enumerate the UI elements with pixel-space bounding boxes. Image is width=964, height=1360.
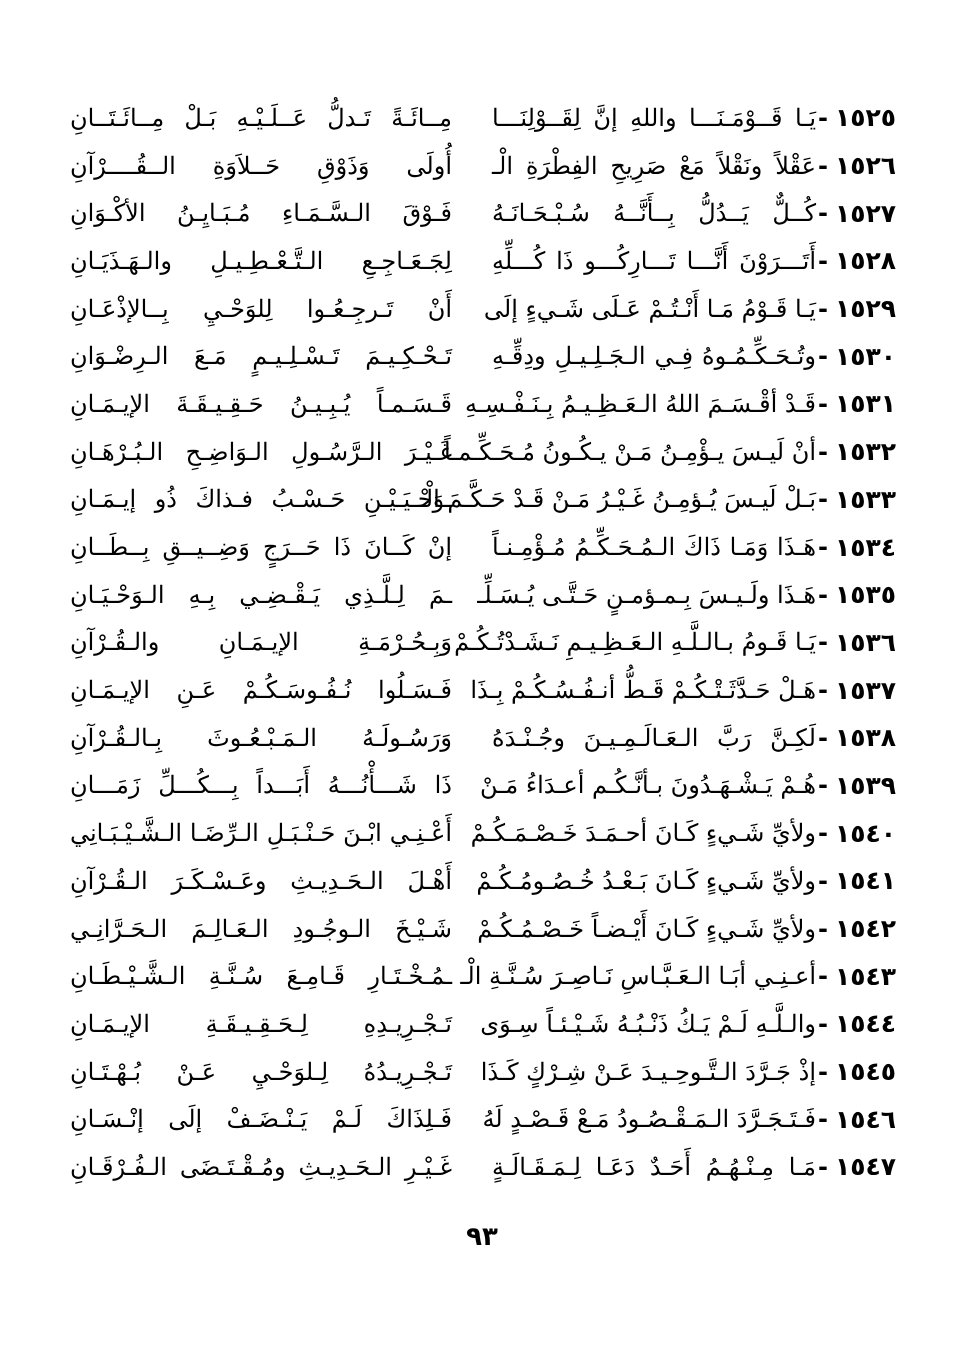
verse-number: ١٥٢٦ [834, 151, 896, 181]
first-hemistich: هُـمْ يَـشْـهَـدُونَ بـأنَّـكُـم أعـدَاءُ مَـنْ [480, 771, 816, 800]
second-hemistich: ـمَ لِـلَّـذِي يَـقْـضِـي بِـهِ الـوَحْـيَـانِ [70, 580, 452, 609]
first-hemistich: عَقْلاً ونَقْلاً مَعْ صَرِيحِ الفِطْرَةِ الْـ [492, 151, 816, 180]
second-hemistich: تَـجْـرِيـدِهِ لِـحَـقِـيـقَـةِ الإيـمَـانِ [70, 1009, 452, 1038]
second-hemistich: فَـسَـلُوا نُـفُـوسَـكُـمْ عَـنِ الإيـمَـانِ [70, 676, 452, 705]
verse-dash: - [818, 819, 828, 848]
verse-dash: - [818, 1152, 828, 1181]
verse-number: ١٥٣٨ [834, 723, 896, 753]
first-hemistich: مَـا مِـنْـهُـمُ أَحَـدٌ دَعَـا لِـمَـقَـالَـةٍ [492, 1152, 816, 1181]
verse-number: ١٥٤٦ [834, 1104, 896, 1134]
verse-number: ١٥٤٥ [834, 1057, 896, 1087]
first-hemistich: ولأيِّ شَـيءٍ كَـانَ أَيْـضـاً خَـصْـمُـكُـمْ [477, 914, 816, 943]
first-hemistich: لَكِـنَّ رَبَّ الـعَـالَـمِـيـنَ وجُـنْـدَهُ [492, 723, 816, 752]
first-hemistich: يَـا قَـوْمُ مَـا أَنْـتُـمْ عَـلَى شَـيءٍ إلَى [483, 294, 816, 323]
verse-number: ١٥٢٧ [834, 198, 896, 228]
verse-line [70, 1048, 896, 1096]
second-hemistich: أَعْـنِـي ابْـنَ حَـنْـبَـلِ الـرِّضَـا الـشَّـيْـبَـانِي [70, 819, 452, 848]
first-hemistich: أَتَـــرَوْنَ أَنَّـــا تَـــارِكُـــو ذَا كُـــلِّهِ [492, 246, 816, 275]
second-hemistich: فَـلِذَاكَ لَـمْ يَـنْـضَـفْ إلَى إنْـسَـانِ [70, 1105, 452, 1134]
verse-number: ١٥٣٠ [834, 341, 896, 371]
verse-dash: - [818, 962, 828, 991]
verse-line [70, 428, 896, 476]
verse-dash: - [818, 151, 828, 180]
verse-number: ١٥٤٠ [834, 818, 896, 848]
first-hemistich: والـلَّـهِ لَـمْ يَـكُ ذَنْـبُـهُ شَـيْـئـاً سِـوَى [480, 1009, 816, 1038]
verse-number: ١٥٣٧ [834, 675, 896, 705]
verse-dash: - [818, 1057, 828, 1086]
verse-dash: - [818, 1105, 828, 1134]
verse-line [70, 905, 896, 953]
first-hemistich: إذْ جَـرَّدَ الـتَّـوحِـيـدَ عَـنْ شِـرْكٍ كَـذَا [480, 1057, 816, 1086]
first-hemistich: فَـتَـجَـرَّدَ الـمَـقْـصُـودُ مَـعْ قَـصْـدٍ لَهُ [482, 1105, 816, 1134]
verse-dash: - [818, 389, 828, 418]
verse-line [70, 476, 896, 524]
second-hemistich: تَـجْـرِيـدُهُ لِـلوَحْـيِ عَـنْ بُـهْـتَـانِ [70, 1057, 452, 1086]
verse-line [70, 1143, 896, 1191]
verse-line [70, 285, 896, 333]
second-hemistich: قَـسَـمـاً يُـبِـيـنُ حَـقِـيـقَـةَ الإيـمَـانِ [70, 389, 452, 418]
second-hemistich: ـوَحْـيَـيْـنِ حَـسْـبُ فـذاكَ ذُو إيـمَـانِ [70, 485, 452, 514]
verse-line [70, 762, 896, 810]
first-hemistich: ولأيِّ شَـيءٍ كَـانَ بَـعْـدُ خُـصُـومُـكُـمْ [476, 866, 816, 895]
verse-dash: - [818, 485, 828, 514]
second-hemistich: فَـوْقَ الـسَّـمَـاءِ مُـبَـايِـنُ الأكْـوَانِ [70, 199, 452, 228]
second-hemistich: مِــائَـةً تَـدلُّ عَــلَـيْـهِ بَـلْ مِــائَـتَــانِ [70, 103, 452, 132]
verse-line [70, 332, 896, 380]
second-hemistich: غَـيْـرَ الـرَّسُـولِ الـوَاضِـحِ الـبُـرْهَـانِ [70, 437, 452, 466]
verse-line [70, 189, 896, 237]
verse-number: ١٥٣٤ [834, 532, 896, 562]
verse-number: ١٥٢٨ [834, 246, 896, 276]
verse-line [70, 857, 896, 905]
verse-dash: - [818, 342, 828, 371]
second-hemistich: شَـيْـخَ الـوجُـودِ الـعَـالِـمَ الـحَـرَّانِـي [70, 914, 452, 943]
poem-verses [70, 94, 896, 1191]
first-hemistich: بَـلْ لَيـسَ يُـؤمِـنُ غَـيْـرُ مَـنْ قَـدْ حَـكَّـمَ الْـ [418, 485, 816, 514]
verse-line [70, 523, 896, 571]
first-hemistich: يَـا قَــوْمَـنَـــا واللهِ إنَّ لِقَــوْلِنَـــا [492, 103, 816, 132]
second-hemistich: إنْ كَــانَ ذَا حَــرَجٍ وَضِــيــقِ بِــطَــانِ [70, 533, 452, 562]
second-hemistich: لِجَـعَـاجِـعِ الـتَّـعْـطِـيـلِ والـهَـذَيَـانِ [70, 246, 452, 275]
verse-line [70, 809, 896, 857]
verse-line [70, 94, 896, 142]
verse-dash: - [818, 199, 828, 228]
verse-number: ١٥٤٤ [834, 1009, 896, 1039]
verse-dash: - [818, 437, 828, 466]
verse-line [70, 1000, 896, 1048]
verse-dash: - [818, 533, 828, 562]
first-hemistich: أنْ لَيـسَ يـؤْمِـنُ مَـنْ يـكُـونُ مُـحَـكِّـمـاً [444, 437, 816, 466]
first-hemistich: قَـدْ أقْـسَـمَ اللهُ الـعَـظِـيـمُ بِـنَـفْـسِـهِ [464, 389, 816, 418]
verse-dash: - [818, 103, 828, 132]
second-hemistich: ذَا شَـــأْنُـــهُ أَبَـــداً بِـــكُـــلِّ زَمَـــانِ [70, 771, 452, 800]
verse-dash: - [818, 246, 828, 275]
first-hemistich: يَـا قَـومُ بـالـلَّـهِ الـعَـظِـيـمِ نَـشَـدْتُـكُـمْ [454, 628, 816, 657]
verse-line [70, 380, 896, 428]
second-hemistich: تَـحْـكِـيـمَ تَـسْـلِـيـمٍ مَـعَ الـرِضْـوَانِ [70, 342, 452, 371]
verse-dash: - [818, 771, 828, 800]
verse-dash: - [818, 580, 828, 609]
second-hemistich: وَبِـحُـرْمَـةِ الإيـمَـانِ والـقُـرْآنِ [70, 628, 452, 657]
verse-number: ١٥٣٢ [834, 437, 896, 467]
verse-number: ١٥٤٢ [834, 914, 896, 944]
verse-number: ١٥٣٥ [834, 580, 896, 610]
verse-line [70, 1095, 896, 1143]
verse-line [70, 142, 896, 190]
verse-line [70, 666, 896, 714]
verse-line [70, 619, 896, 667]
verse-dash: - [818, 1009, 828, 1038]
verse-number: ١٥٢٥ [834, 103, 896, 133]
second-hemistich: وَرَسُـولَـهُ الـمَـبْـعُـوثَ بِـالـقُـرْآنِ [70, 723, 452, 752]
verse-line [70, 714, 896, 762]
verse-number: ١٥٤١ [834, 866, 896, 896]
second-hemistich: أُولَى وَذَوْقِ حَــلاَوَةِ الــقُــــرْآنِ [70, 151, 452, 180]
verse-number: ١٥٣٣ [834, 484, 896, 514]
verse-number: ١٥٤٣ [834, 961, 896, 991]
verse-dash: - [818, 676, 828, 705]
verse-number: ١٥٤٧ [834, 1152, 896, 1182]
verse-line [70, 952, 896, 1000]
first-hemistich: ولأيِّ شَـيءٍ كَـانَ أحـمَـدَ خَـصْـمَـكُـمْ [470, 819, 816, 848]
first-hemistich: هَـذَا ولَـيـسَ بِـمـؤمـنٍ حَـتَّـى يُـسَـلِّـ [477, 580, 816, 609]
verse-dash: - [818, 866, 828, 895]
second-hemistich: أَهْـلَ الـحَـدِيـثِ وعَـسْـكَـرَ الـقُـرْآنِ [70, 866, 452, 895]
verse-number: ١٥٣٦ [834, 627, 896, 657]
second-hemistich: ـمُـخْـتَـارِ قَـامِـعَ سُـنَّـةِ الـشَّـيْـطَـانِ [70, 962, 452, 991]
first-hemistich: هَـذَا وَمَـا ذَاكَ الـمُـحَـكِّـمُ مُـؤْمِـنـاً [492, 533, 816, 562]
verse-line [70, 571, 896, 619]
first-hemistich: وتُـحَـكِّـمُـوهُ فِـي الـجَـلِـيـلِ ودِقِّـهِ [492, 342, 816, 371]
verse-number: ١٥٣١ [834, 389, 896, 419]
second-hemistich: غَـيْـرِ الـحَـدِيـثِ ومُـقْـتَـضَى الـفُـرْقَـانِ [70, 1152, 452, 1181]
second-hemistich: أَنْ تَـرجِـعُـوا لِلوَحْـيِ بِــالإذْعَـانِ [70, 294, 452, 323]
verse-number: ١٥٢٩ [834, 294, 896, 324]
verse-line [70, 237, 896, 285]
first-hemistich: هَـلْ حَـدَّثَـتْـكُـمْ قَـطُّ أنـفُـسُـكُـمْ بِـذَا [470, 676, 816, 705]
verse-dash: - [818, 628, 828, 657]
verse-dash: - [818, 914, 828, 943]
verse-dash: - [818, 723, 828, 752]
verse-number: ١٥٣٩ [834, 770, 896, 800]
first-hemistich: أعـنِـي أبَـا الـعَـبَّـاسِ نَـاصِـرَ سُـنَّـةِ الْـ [460, 962, 816, 991]
first-hemistich: كُــلٌّ يَــدُلُّ بِــأَنَّــهُ سُـبْـحَـانَـهُ [492, 199, 816, 228]
page-number: ٩٣ [466, 1222, 498, 1252]
verse-dash: - [818, 294, 828, 323]
